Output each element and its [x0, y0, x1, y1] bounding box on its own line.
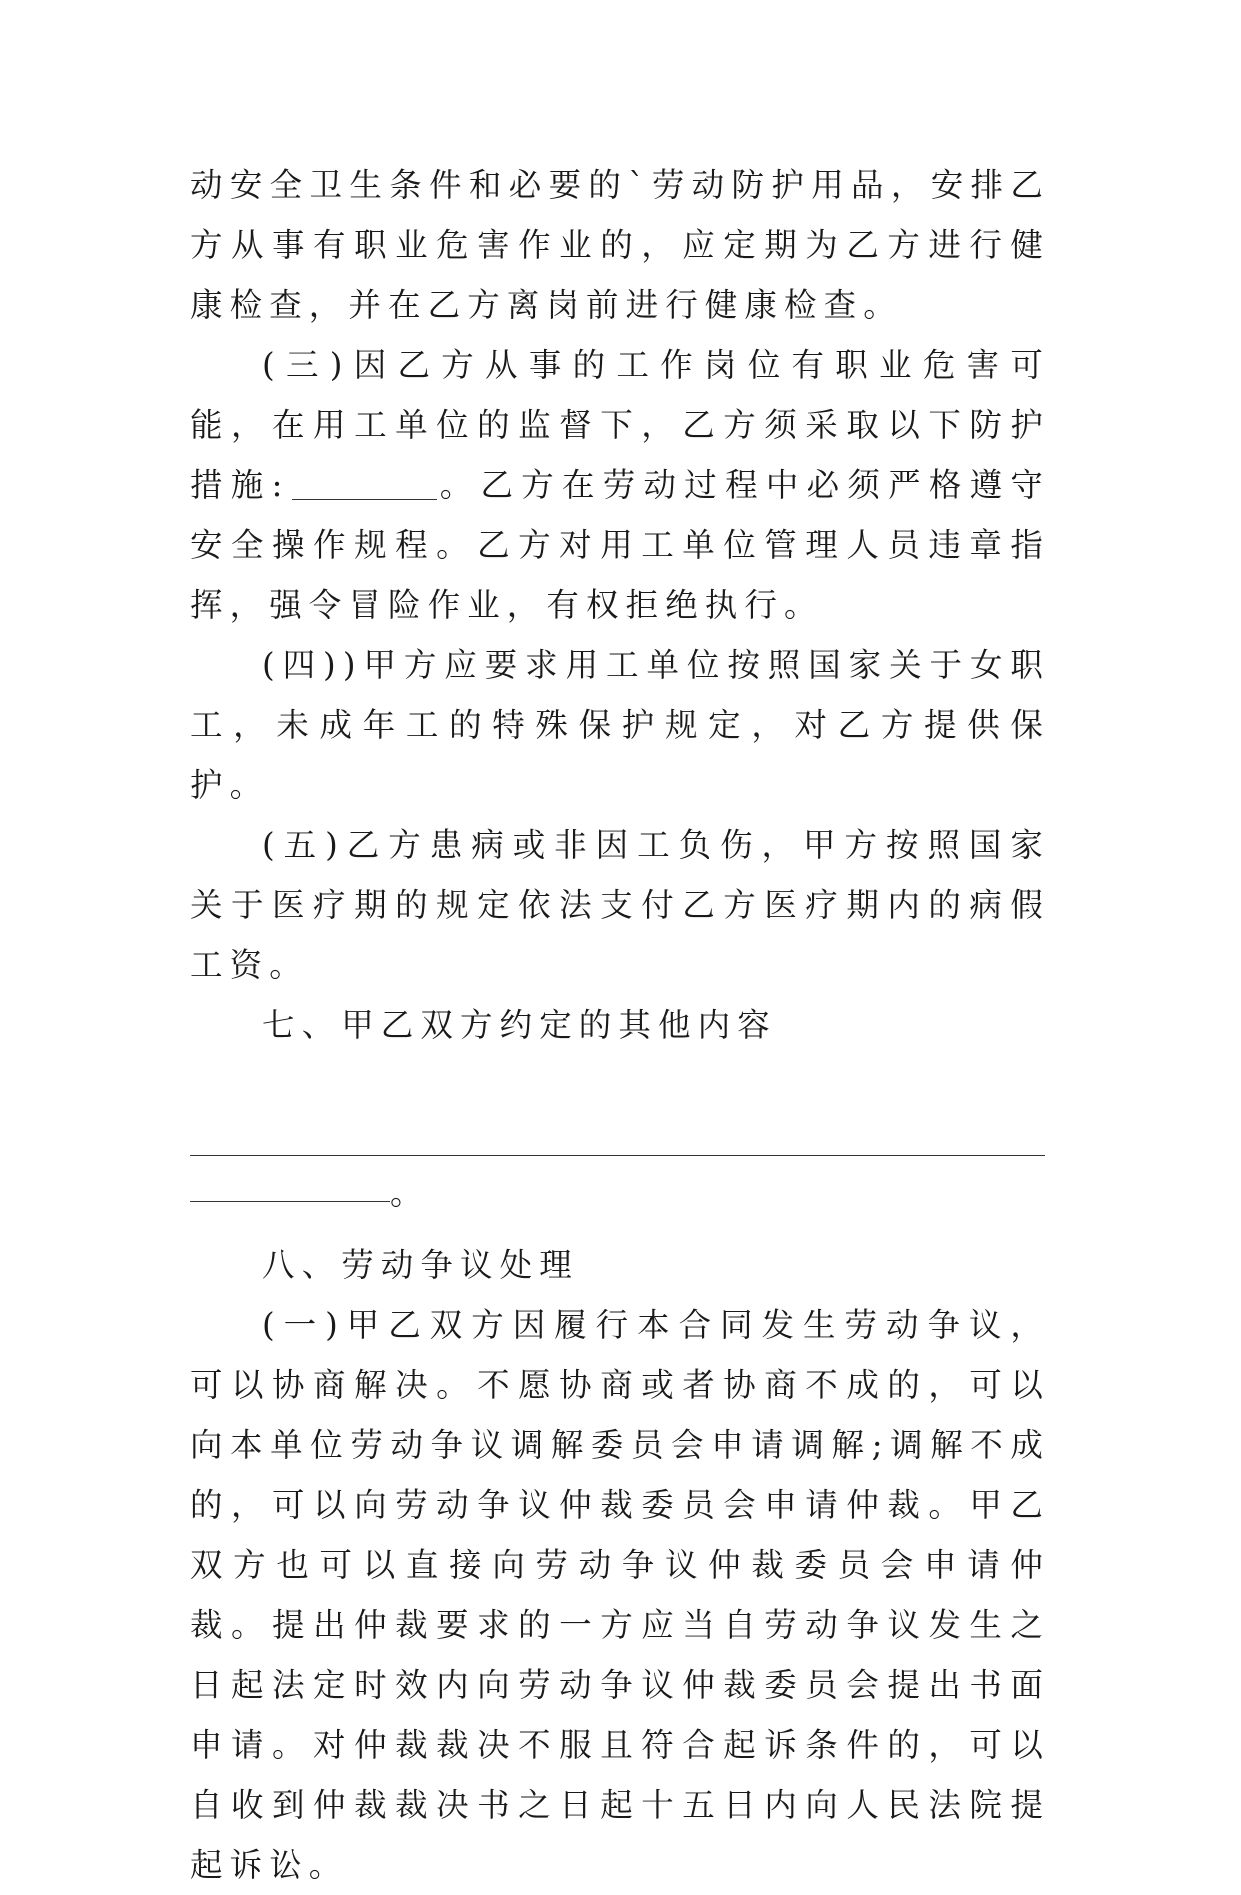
paragraph-protection-measures — [190, 335, 1050, 635]
section-heading-eight: 八、劳动争议处理 — [262, 1246, 579, 1284]
other-content-blank-line-end — [190, 1163, 1050, 1223]
blank-underline-long — [190, 1155, 1045, 1156]
blank-line-period: 。 — [390, 1174, 430, 1212]
paragraph-safety-conditions: 动安全卫生条件和必要的`劳动防护用品，安排乙方从事有职业危害作业的，应定期为乙方进行健康检查，并在乙方离岗前进行健康检查。 — [190, 166, 1050, 324]
section-heading-seven: 七、甲乙双方约定的其他内容 — [262, 1006, 777, 1044]
protection-measures-blank — [292, 469, 437, 500]
blank-underline-short — [190, 1201, 390, 1202]
paragraph-dispute-resolution: (一)甲乙双方因履行本合同发生劳动争议，可以协商解决。不愿协商或者协商不成的，可以向本单位劳动争议调解委员会申请调解;调解不成的，可以向劳动争议仲裁委员会申请仲裁。甲乙双方也可以直接向劳动争议仲裁委员会申请仲裁。提出仲裁要求的一方应当自劳动争议发生之日起法定时效内向劳动争议仲裁委员会提出书面申请。对仲裁裁决不服且符合起诉条件的，可以自收到仲裁裁决书之日起十五日内向人民法院提起诉讼。 — [190, 1306, 1050, 1884]
protection-measures-text: (三)因乙方从事的工作岗位有职业危害可能，在用工单位的监督下，乙方须采取以下防护措施: — [190, 346, 1050, 504]
document-body — [190, 155, 1050, 1895]
protection-measures-text-after: 。乙方在劳动过程中必须严格遵守安全操作规程。乙方对用工单位管理人员违章指挥，强令冒险作业，有权拒绝执行。 — [190, 466, 1050, 624]
other-content-blank-line — [190, 1055, 1050, 1163]
paragraph-special-protection: (四))甲方应要求用工单位按照国家关于女职工，未成年工的特殊保护规定，对乙方提供保护。 — [190, 646, 1050, 804]
paragraph-sick-leave: (五)乙方患病或非因工负伤，甲方按照国家关于医疗期的规定依法支付乙方医疗期内的病假工资。 — [190, 826, 1050, 984]
